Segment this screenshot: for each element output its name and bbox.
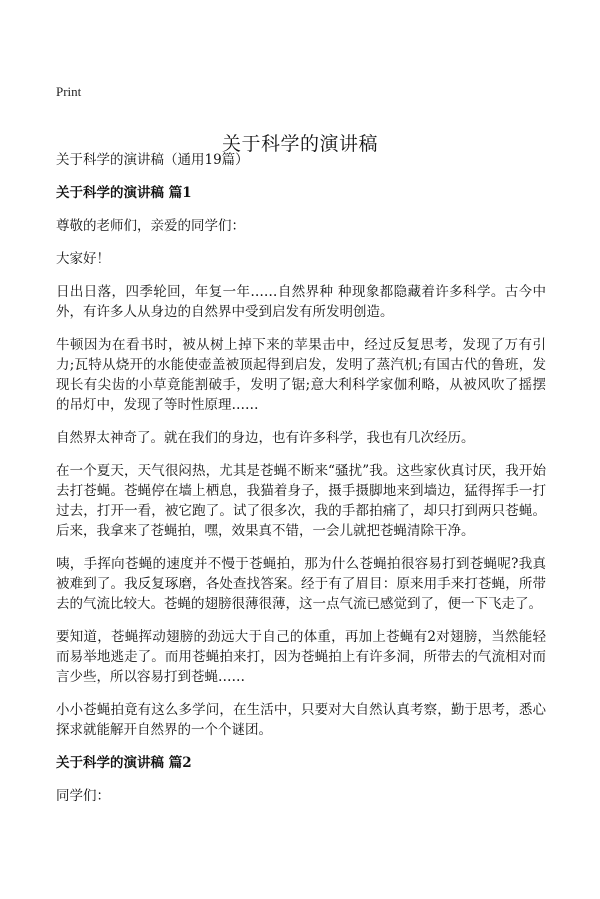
section-heading: 关于科学的演讲稿 篇2 [56,755,192,771]
section-heading: 关于科学的演讲稿 篇1 [56,185,192,201]
paragraph: 小小苍蝇拍竟有这么多学问，在生活中，只要对大自然认真考察，勤于思考，悉心探求就能解开自然界的一个个谜团。 [56,702,546,738]
document-body [56,150,546,819]
print-label: Print [56,84,82,99]
paragraph: 要知道，苍蝇挥动翅膀的劲远大于自己的体重，再加上苍蝇有2对翅膀，当然能轻而易举地逃走了。而用苍蝇拍来打，因为苍蝇拍上有许多洞，所带去的气流相对而言少些，所以容易打到苍蝇…… [56,629,546,685]
paragraph: 大家好！ [56,251,110,267]
paragraph: 自然界太神奇了。就在我们的身边，也有许多科学，我也有几次经历。 [56,430,475,446]
paragraph: 牛顿因为在看书时，被从树上掉下来的苹果击中，经过反复思考，发现了万有引力;瓦特从烧开的水能使壶盖被顶起得到启发，发明了蒸汽机;有国古代的鲁班，发现长有尖齿的小草竟能割破手，发明了锯;意大利科学家伽利略，从被风吹了摇摆的吊灯中，发现了等时性原理…… [56,337,546,413]
paragraph: 咦，手挥向苍蝇的速度并不慢于苍蝇拍，那为什么苍蝇拍很容易打到苍蝇呢?我真被难到了。我反复琢磨，各处查找答案。经于有了眉目：原来用手来打苍蝇，所带去的气流比较大。苍蝇的翅膀很薄很薄，这一点气流已感觉到了，便一下飞走了。 [56,556,546,612]
paragraph: 在一个夏天，天气很闷热，尤其是苍蝇不断来“骚扰”我。这些家伙真讨厌，我开始去打苍蝇。苍蝇停在墙上栖息，我猫着身子，摄手摄脚地来到墙边，猛得挥手一打过去，打开一看，被它跑了。试了很多次，我的手都拍痛了，却只打到两只苍蝇。后来，我拿来了苍蝇拍，嘿，效果真不错，一会儿就把苍蝇清除干净。 [56,463,546,539]
paragraph: 尊敬的老师们，亲爱的同学们： [56,218,245,234]
document-subtitle: 关于科学的演讲稿（通用19篇） [56,152,249,168]
page-title: 关于科学的演讲稿 [221,132,378,155]
paragraph: 日出日落，四季轮回，年复一年……自然界种 种现象都隐藏着许多科学。古今中外，有许多人从身边的自然界中受到启发有所发明创造。 [56,284,546,320]
paragraph: 同学们： [56,788,110,804]
